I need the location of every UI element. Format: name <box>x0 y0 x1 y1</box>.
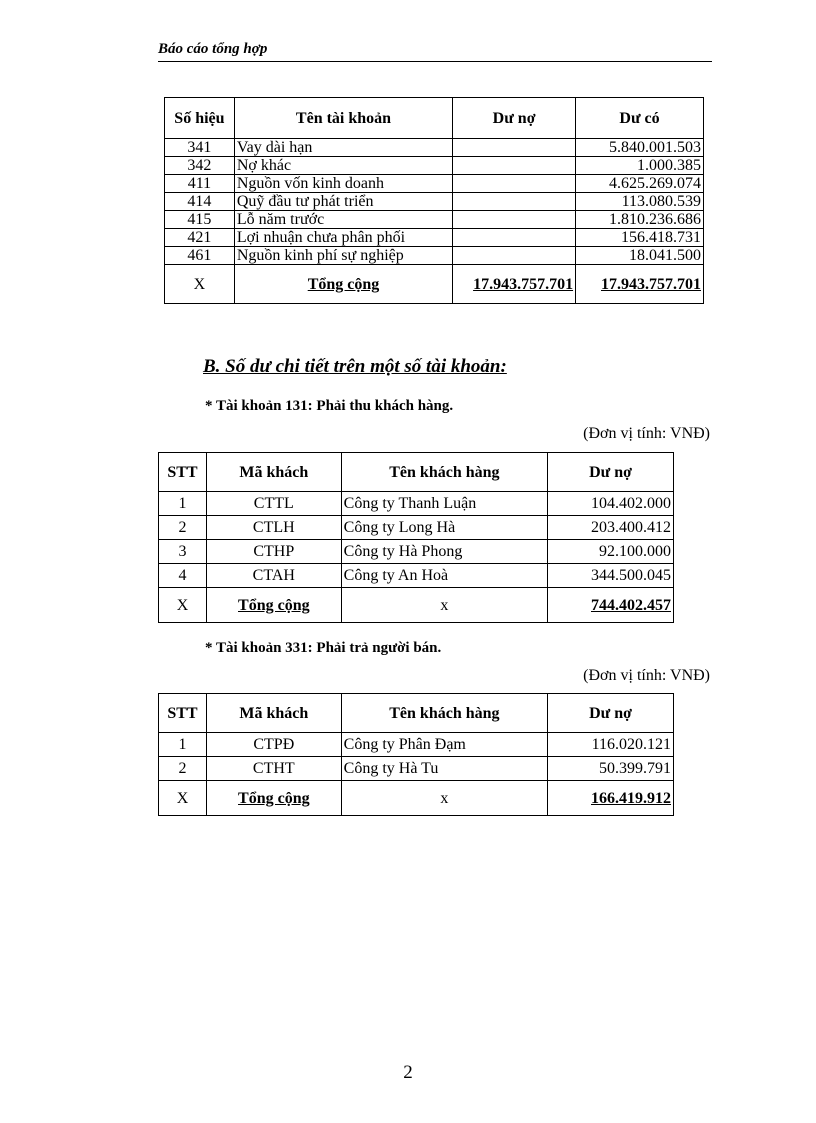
total-label: Tổng cộng <box>234 265 452 304</box>
row-number: 2 <box>159 516 207 540</box>
total-marker: X <box>159 588 207 623</box>
total-name-placeholder: x <box>341 781 547 816</box>
total-debit: 744.402.457 <box>548 588 674 623</box>
customer-code: CTPĐ <box>206 733 341 757</box>
customer-code: CTHP <box>206 540 341 564</box>
payables-table <box>158 693 674 816</box>
account-name: Lợi nhuận chưa phân phối <box>234 229 452 247</box>
col-header-customer-code: Mã khách <box>206 694 341 733</box>
customer-name: Công ty Long Hà <box>341 516 547 540</box>
account-name: Vay dài hạn <box>234 139 452 157</box>
row-number: 3 <box>159 540 207 564</box>
debit-balance: 92.100.000 <box>548 540 674 564</box>
table-row <box>159 564 674 588</box>
debit-balance: 203.400.412 <box>548 516 674 540</box>
col-header-customer-name: Tên khách hàng <box>341 453 547 492</box>
col-header-debit: Dư nợ <box>548 694 674 733</box>
col-header-customer-name: Tên khách hàng <box>341 694 547 733</box>
total-label: Tổng cộng <box>206 588 341 623</box>
credit-balance: 5.840.001.503 <box>576 139 704 157</box>
table-row <box>165 247 704 265</box>
debit-balance <box>453 139 576 157</box>
customer-name: Công ty Thanh Luận <box>341 492 547 516</box>
debit-balance <box>453 247 576 265</box>
col-header-stt: STT <box>159 694 207 733</box>
account-code: 461 <box>165 247 235 265</box>
row-number: 4 <box>159 564 207 588</box>
credit-balance: 156.418.731 <box>576 229 704 247</box>
customer-name: Công ty Phân Đạm <box>341 733 547 757</box>
table-row <box>159 757 674 781</box>
table-header-row <box>159 453 674 492</box>
account-331-title: * Tài khoản 331: Phải trả người bán. <box>205 640 442 656</box>
credit-balance: 1.000.385 <box>576 157 704 175</box>
account-code: 415 <box>165 211 235 229</box>
page-header-title: Báo cáo tổng hợp <box>158 41 268 57</box>
col-header-debit: Dư nợ <box>453 98 576 139</box>
account-name: Quỹ đầu tư phát triển <box>234 193 452 211</box>
account-code: 421 <box>165 229 235 247</box>
debit-balance <box>453 157 576 175</box>
account-name: Nợ khác <box>234 157 452 175</box>
customer-code: CTHT <box>206 757 341 781</box>
table-row <box>159 492 674 516</box>
customer-name: Công ty Hà Phong <box>341 540 547 564</box>
col-header-stt: STT <box>159 453 207 492</box>
customer-code: CTAH <box>206 564 341 588</box>
account-name: Lỗ năm trước <box>234 211 452 229</box>
debit-balance: 344.500.045 <box>548 564 674 588</box>
total-name-placeholder: x <box>341 588 547 623</box>
col-header-account-name: Tên tài khoản <box>234 98 452 139</box>
table-row <box>165 211 704 229</box>
customer-code: CTTL <box>206 492 341 516</box>
row-number: 1 <box>159 733 207 757</box>
total-marker: X <box>159 781 207 816</box>
debit-balance <box>453 211 576 229</box>
total-row <box>159 781 674 816</box>
table-row <box>159 733 674 757</box>
table-row <box>165 175 704 193</box>
total-debit: 17.943.757.701 <box>453 265 576 304</box>
customer-code: CTLH <box>206 516 341 540</box>
accounts-balance-table <box>164 97 704 304</box>
account-name: Nguồn kinh phí sự nghiệp <box>234 247 452 265</box>
account-131-title: * Tài khoản 131: Phải thu khách hàng. <box>205 398 454 414</box>
table-header-row <box>159 694 674 733</box>
account-code: 411 <box>165 175 235 193</box>
account-code: 341 <box>165 139 235 157</box>
receivables-table <box>158 452 674 623</box>
total-marker: X <box>165 265 235 304</box>
col-header-customer-code: Mã khách <box>206 453 341 492</box>
table-row <box>165 157 704 175</box>
credit-balance: 1.810.236.686 <box>576 211 704 229</box>
credit-balance: 113.080.539 <box>576 193 704 211</box>
total-credit: 17.943.757.701 <box>576 265 704 304</box>
account-331-unit: (Đơn vị tính: VNĐ) <box>583 667 710 684</box>
debit-balance <box>453 193 576 211</box>
header-divider <box>158 61 712 62</box>
debit-balance: 104.402.000 <box>548 492 674 516</box>
col-header-credit: Dư có <box>576 98 704 139</box>
table-row <box>165 139 704 157</box>
credit-balance: 4.625.269.074 <box>576 175 704 193</box>
table-row <box>159 516 674 540</box>
debit-balance <box>453 229 576 247</box>
table-row <box>159 540 674 564</box>
total-label: Tổng cộng <box>206 781 341 816</box>
row-number: 2 <box>159 757 207 781</box>
account-code: 414 <box>165 193 235 211</box>
total-row <box>165 265 704 304</box>
page-number: 2 <box>403 1062 413 1083</box>
customer-name: Công ty Hà Tu <box>341 757 547 781</box>
col-header-debit: Dư nợ <box>548 453 674 492</box>
customer-name: Công ty An Hoà <box>341 564 547 588</box>
total-debit: 166.419.912 <box>548 781 674 816</box>
col-header-code: Số hiệu <box>165 98 235 139</box>
debit-balance: 116.020.121 <box>548 733 674 757</box>
table-row <box>165 229 704 247</box>
account-name: Nguồn vốn kinh doanh <box>234 175 452 193</box>
section-b-title: B. Số dư chi tiết trên một số tài khoản: <box>203 356 507 377</box>
debit-balance: 50.399.791 <box>548 757 674 781</box>
debit-balance <box>453 175 576 193</box>
account-131-unit: (Đơn vị tính: VNĐ) <box>583 425 710 442</box>
account-code: 342 <box>165 157 235 175</box>
row-number: 1 <box>159 492 207 516</box>
table-row <box>165 193 704 211</box>
total-row <box>159 588 674 623</box>
table-header-row <box>165 98 704 139</box>
credit-balance: 18.041.500 <box>576 247 704 265</box>
